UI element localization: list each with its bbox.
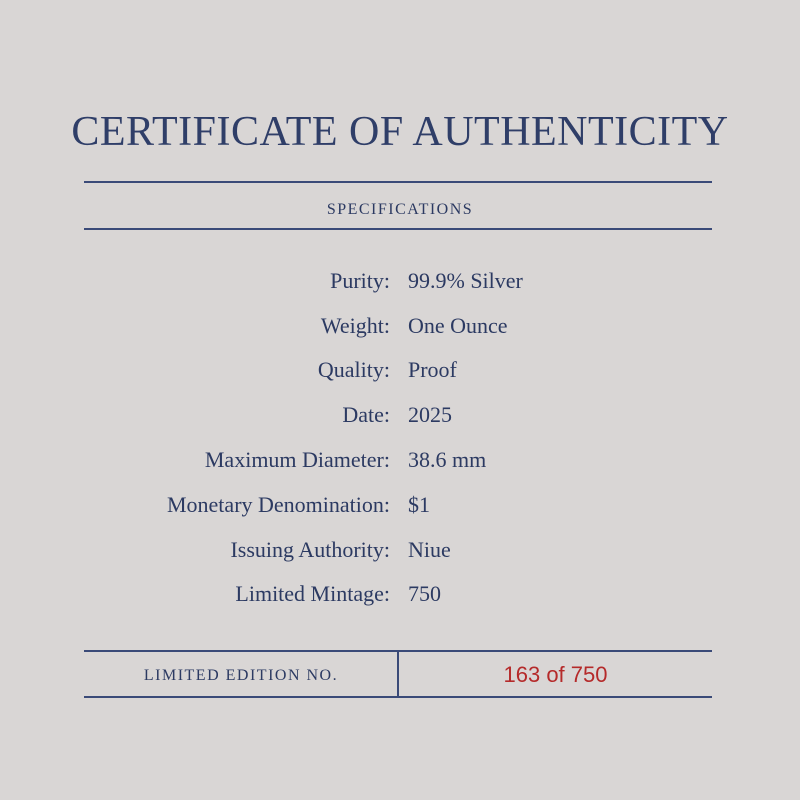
spec-value: Proof <box>408 357 457 382</box>
spec-label: Issuing Authority: <box>230 537 390 562</box>
limited-edition-label: LIMITED EDITION NO. <box>143 667 339 684</box>
spec-row-maximum-diameter <box>0 445 800 475</box>
spec-label: Limited Mintage: <box>235 581 390 606</box>
title-rule <box>84 181 712 183</box>
spec-row-purity <box>0 266 800 296</box>
spec-value: One Ounce <box>408 313 508 338</box>
spec-label: Maximum Diameter: <box>204 447 390 472</box>
spec-label: Weight: <box>320 313 390 338</box>
spec-row-monetary-denomination <box>0 490 800 520</box>
spec-row-weight <box>0 311 800 341</box>
spec-value: 750 <box>408 581 441 606</box>
specifications-heading: SPECIFICATIONS <box>326 201 474 218</box>
spec-value: $1 <box>408 492 430 517</box>
spec-row-limited-mintage <box>0 579 800 609</box>
spec-label: Purity: <box>330 268 390 293</box>
spec-label: Monetary Denomination: <box>166 492 390 517</box>
spec-value: 99.9% Silver <box>408 268 523 293</box>
spec-row-issuing-authority <box>0 535 800 565</box>
spec-value: 2025 <box>408 402 452 427</box>
spec-value: 38.6 mm <box>408 447 487 472</box>
edition-bottom-rule <box>84 696 712 698</box>
spec-label: Quality: <box>317 357 390 382</box>
certificate-title: CERTIFICATE OF AUTHENTICITY <box>71 109 729 155</box>
spec-label: Date: <box>342 402 390 427</box>
spec-row-quality <box>0 355 800 385</box>
spec-value: Niue <box>408 537 451 562</box>
limited-edition-number: 163 of 750 <box>503 662 608 687</box>
specifications-rule <box>84 228 712 230</box>
spec-row-date <box>0 400 800 430</box>
